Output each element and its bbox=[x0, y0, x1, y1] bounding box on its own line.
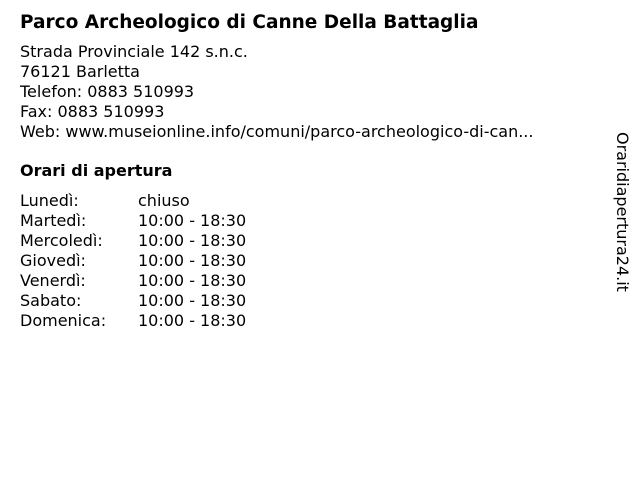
hours-row-tuesday bbox=[20, 211, 246, 231]
hours-row-wednesday bbox=[20, 231, 246, 251]
day-label: Domenica: bbox=[20, 311, 107, 330]
hours-row-sunday bbox=[20, 311, 246, 331]
hours-row-friday bbox=[20, 271, 246, 291]
contact-info bbox=[20, 42, 600, 142]
day-label: Venerdì: bbox=[20, 271, 86, 290]
hours-row-saturday bbox=[20, 291, 246, 311]
day-hours: 10:00 - 18:30 bbox=[138, 211, 247, 230]
website-line bbox=[20, 122, 600, 142]
website-link[interactable]: www.museionline.info/comuni/parco-archeologico-di-can... bbox=[65, 122, 534, 141]
day-label: Giovedì: bbox=[20, 251, 86, 270]
business-card bbox=[20, 10, 600, 331]
phone-number: Telefon: 0883 510993 bbox=[20, 82, 195, 101]
day-label: Mercoledì: bbox=[20, 231, 103, 250]
day-label: Lunedì: bbox=[20, 191, 79, 210]
day-hours: 10:00 - 18:30 bbox=[138, 291, 247, 310]
hours-row-monday bbox=[20, 191, 246, 211]
day-hours: 10:00 - 18:30 bbox=[138, 251, 247, 270]
business-name: Parco Archeologico di Canne Della Battaglia bbox=[20, 12, 479, 33]
day-hours: 10:00 - 18:30 bbox=[138, 311, 247, 330]
day-hours: 10:00 - 18:30 bbox=[138, 231, 247, 250]
opening-hours-heading: Orari di apertura bbox=[20, 161, 173, 180]
website-label: Web: bbox=[20, 122, 66, 141]
day-label: Martedì: bbox=[20, 211, 87, 230]
street-address: Strada Provinciale 142 s.n.c. bbox=[20, 42, 248, 61]
site-brand-vertical: Oraridiapertura24.it bbox=[613, 132, 632, 292]
day-label: Sabato: bbox=[20, 291, 82, 310]
fax-number: Fax: 0883 510993 bbox=[20, 102, 165, 121]
day-hours: 10:00 - 18:30 bbox=[138, 271, 247, 290]
hours-row-thursday bbox=[20, 251, 246, 271]
opening-hours-table bbox=[20, 191, 246, 331]
city-address: 76121 Barletta bbox=[20, 62, 140, 81]
day-hours: chiuso bbox=[138, 191, 190, 210]
